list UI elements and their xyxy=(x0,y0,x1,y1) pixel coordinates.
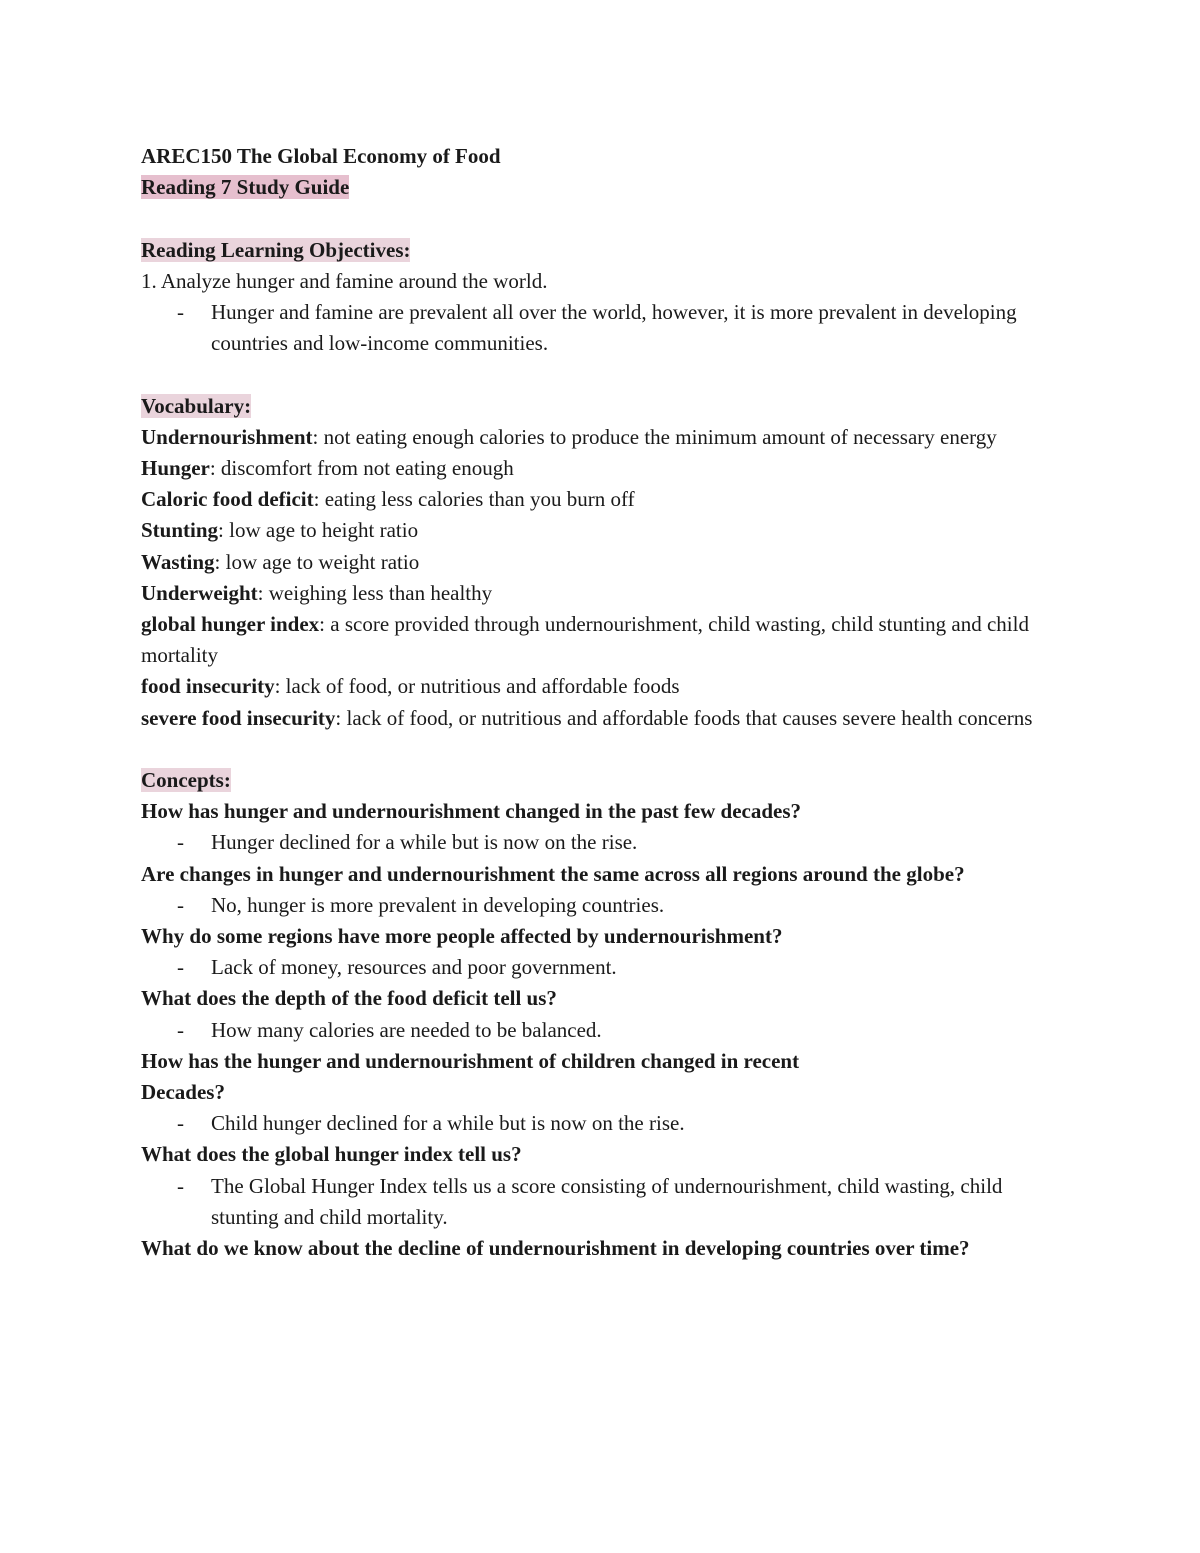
bullet-dash: - xyxy=(177,1111,184,1136)
vocab-term: Caloric food deficit xyxy=(141,487,314,512)
vocab-definition: : eating less calories than you burn off xyxy=(313,487,635,512)
bullet-dash: - xyxy=(177,955,184,980)
concept-question: What do we know about the decline of undernourishment in developing countries over time? xyxy=(141,1236,970,1261)
bullet-dash: - xyxy=(177,300,184,324)
vocab-definition: : a score provided through undernourishment, child wasting, child stunting and child mortality xyxy=(141,612,1029,668)
objective-bullet-text: Hunger and famine are prevalent all over the world, however, it is more prevalent in developing countries and low-income communities. xyxy=(211,300,1017,356)
bullet-dash: - xyxy=(177,1173,184,1198)
vocab-definition: : low age to weight ratio xyxy=(214,549,420,574)
concept-answer-text: Child hunger declined for a while but is now on the rise. xyxy=(211,1111,685,1136)
vocab-definition: : lack of food, or nutritious and affordable foods that causes severe health concerns xyxy=(335,705,1033,730)
concept-question: What does the global hunger index tell us? xyxy=(141,1142,522,1167)
vocab-entry xyxy=(141,453,1061,484)
vocab-entry xyxy=(141,484,1061,515)
course-title: AREC150 The Global Economy of Food xyxy=(141,144,501,168)
concept-answer xyxy=(141,1015,1061,1046)
bullet-dash: - xyxy=(177,892,184,917)
objectives-heading: Reading Learning Objectives: xyxy=(141,237,411,262)
vocab-definition: : discomfort from not eating enough xyxy=(209,456,514,480)
vocab-definition: : not eating enough calories to produce the minimum amount of necessary energy xyxy=(312,424,997,449)
concept-question: Why do some regions have more people affected by undernourishment? xyxy=(141,924,783,949)
vocab-term: global hunger index xyxy=(141,612,320,637)
concept-question: How has the hunger and undernourishment of children changed in recent xyxy=(141,1048,800,1073)
document-page xyxy=(141,141,1061,1264)
vocab-entry xyxy=(141,671,1061,702)
bullet-dash: - xyxy=(177,1017,184,1042)
vocab-term: Undernourishment xyxy=(141,424,313,449)
vocab-entry xyxy=(141,547,1061,578)
vocab-entry xyxy=(141,609,1061,671)
vocab-definition: : lack of food, or nutritious and affordable foods xyxy=(274,674,680,699)
vocab-term: Underweight xyxy=(141,580,258,605)
concept-question: How has hunger and undernourishment changed in the past few decades? xyxy=(141,799,802,824)
vocab-entry xyxy=(141,422,1061,453)
vocab-entry xyxy=(141,703,1061,734)
vocab-entry xyxy=(141,515,1061,546)
concept-answer-text: The Global Hunger Index tells us a score consisting of undernourishment, child wasting, child stunting and child mortality. xyxy=(211,1173,1003,1229)
concept-answer-text: No, hunger is more prevalent in developing countries. xyxy=(211,892,665,917)
vocab-term: Stunting xyxy=(141,518,219,543)
concepts-heading: Concepts: xyxy=(141,768,231,793)
concept-question: What does the depth of the food deficit tell us? xyxy=(141,986,557,1011)
vocab-term: Hunger xyxy=(141,456,210,480)
concept-answer xyxy=(141,1108,1061,1139)
concept-answer-text: How many calories are needed to be balanced. xyxy=(211,1017,602,1042)
concept-question: Are changes in hunger and undernourishment the same across all regions around the globe? xyxy=(141,861,965,886)
vocab-definition: : weighing less than healthy xyxy=(257,580,493,605)
concept-answer xyxy=(141,1171,1061,1233)
vocab-term: Wasting xyxy=(141,549,215,574)
vocab-entry xyxy=(141,578,1061,609)
vocab-term: food insecurity xyxy=(141,674,275,699)
concept-answer xyxy=(141,890,1061,921)
objective-item: 1. Analyze hunger and famine around the world. xyxy=(141,268,548,293)
vocab-definition: : low age to height ratio xyxy=(218,518,419,543)
guide-title: Reading 7 Study Guide xyxy=(141,175,350,200)
objective-bullet xyxy=(141,297,1061,359)
concept-answer xyxy=(141,827,1061,858)
concept-answer-text: Hunger declined for a while but is now on the rise. xyxy=(211,830,638,855)
concept-answer xyxy=(141,952,1061,983)
vocab-term: severe food insecurity xyxy=(141,705,336,730)
vocabulary-heading: Vocabulary: xyxy=(141,393,252,418)
concept-answer-text: Lack of money, resources and poor government. xyxy=(211,955,617,980)
bullet-dash: - xyxy=(177,830,184,855)
concept-question-continued: Decades? xyxy=(141,1080,225,1105)
